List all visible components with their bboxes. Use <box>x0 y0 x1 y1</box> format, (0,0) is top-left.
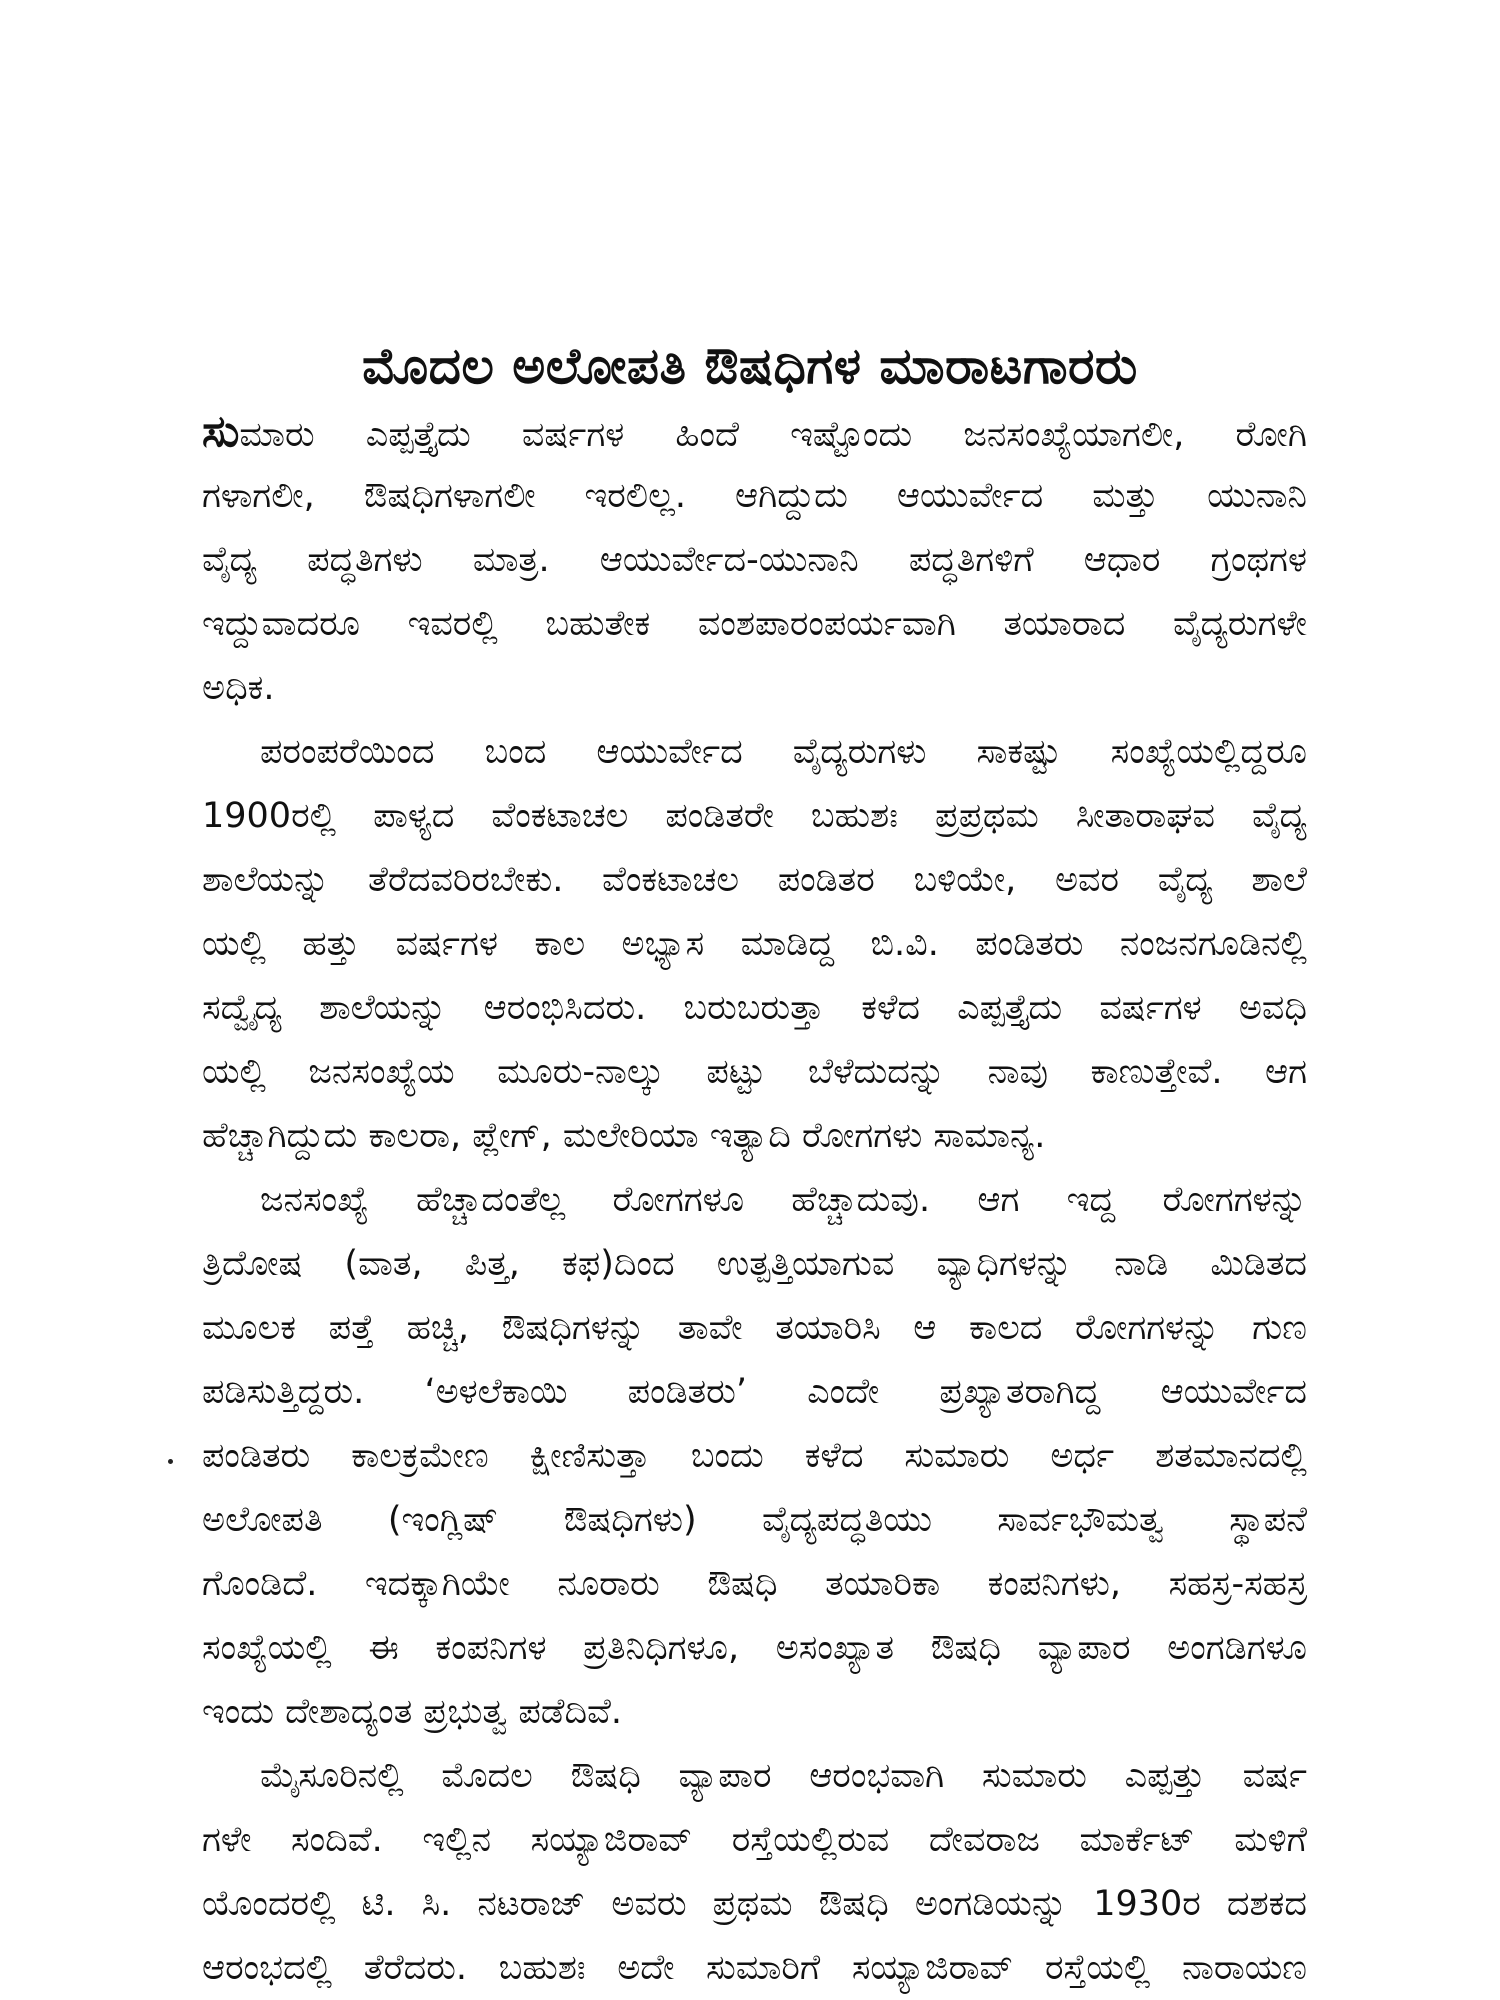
page-title: ಮೊದಲ ಅಲೋಪತಿ ಔಷಧಿಗಳ ಮಾರಾಟಗಾರರು <box>362 336 1138 395</box>
paragraph-2-line-6: ಯಲ್ಲಿ ಜನಸಂಖ್ಯೆಯ ಮೂರು-ನಾಲ್ಕು ಪಟ್ಟು ಬೆಳೆದುದನ್ನು ನಾವು ಕಾಣುತ್ತೇವೆ. ಆಗ <box>202 1052 1307 1092</box>
paragraph-2-line-5: ಸದ್ವೈದ್ಯ ಶಾಲೆಯನ್ನು ಆರಂಭಿಸಿದರು. ಬರುಬರುತ್ತಾ ಕಳೆದ ಎಪ್ಪತ್ತೈದು ವರ್ಷಗಳ ಅವಧಿ <box>202 988 1307 1028</box>
paragraph-1-line-2: ಗಳಾಗಲೀ, ಔಷಧಿಗಳಾಗಲೀ ಇರಲಿಲ್ಲ. ಆಗಿದ್ದುದು ಆಯುರ್ವೇದ ಮತ್ತು ಯುನಾನಿ <box>202 476 1307 516</box>
paragraph-3-line-6: ಅಲೋಪತಿ (ಇಂಗ್ಲಿಷ್ ಔಷಧಿಗಳು) ವೈದ್ಯಪದ್ಧತಿಯು ಸಾರ್ವಭೌಮತ್ವ ಸ್ಥಾಪನೆ <box>202 1500 1307 1540</box>
scan-speck <box>168 1459 173 1464</box>
paragraph-1-line-1 <box>202 400 1307 464</box>
paragraph-4-line-1: ಮೈಸೂರಿನಲ್ಲಿ ಮೊದಲ ಔಷಧಿ ವ್ಯಾಪಾರ ಆರಂಭವಾಗಿ ಸುಮಾರು ಎಪ್ಪತ್ತು ವರ್ಷ <box>260 1756 1307 1796</box>
paragraph-3-line-7: ಗೊಂಡಿದೆ. ಇದಕ್ಕಾಗಿಯೇ ನೂರಾರು ಔಷಧಿ ತಯಾರಿಕಾ ಕಂಪನಿಗಳು, ಸಹಸ್ರ-ಸಹಸ್ರ <box>202 1564 1307 1604</box>
paragraph-3-line-1: ಜನಸಂಖ್ಯೆ ಹೆಚ್ಚಾದಂತೆಲ್ಲ ರೋಗಗಳೂ ಹೆಚ್ಚಾದುವು. ಆಗ ಇದ್ದ ರೋಗಗಳನ್ನು <box>260 1180 1307 1220</box>
paragraph-2-line-4: ಯಲ್ಲಿ ಹತ್ತು ವರ್ಷಗಳ ಕಾಲ ಅಭ್ಯಾಸ ಮಾಡಿದ್ದ ಬಿ.ವಿ. ಪಂಡಿತರು ನಂಜನಗೂಡಿನಲ್ಲಿ <box>202 924 1307 964</box>
paragraph-1-line-5: ಅಧಿಕ. <box>202 668 275 708</box>
paragraph-3-line-5: ಪಂಡಿತರು ಕಾಲಕ್ರಮೇಣ ಕ್ಷೀಣಿಸುತ್ತಾ ಬಂದು ಕಳೆದ ಸುಮಾರು ಅರ್ಧ ಶತಮಾನದಲ್ಲಿ <box>202 1436 1307 1476</box>
paragraph-3-line-9: ಇಂದು ದೇಶಾದ್ಯಂತ ಪ್ರಭುತ್ವ ಪಡೆದಿವೆ. <box>202 1692 623 1732</box>
paragraph-3-line-8: ಸಂಖ್ಯೆಯಲ್ಲಿ ಈ ಕಂಪನಿಗಳ ಪ್ರತಿನಿಧಿಗಳೂ, ಅಸಂಖ್ಯಾತ ಔಷಧಿ ವ್ಯಾಪಾರ ಅಂಗಡಿಗಳೂ <box>202 1628 1307 1668</box>
paragraph-4-line-3: ಯೊಂದರಲ್ಲಿ ಟಿ. ಸಿ. ನಟರಾಜ್ ಅವರು ಪ್ರಥಮ ಔಷಧಿ ಅಂಗಡಿಯನ್ನು 1930ರ ದಶಕದ <box>202 1884 1307 1924</box>
paragraph-2-line-1: ಪರಂಪರೆಯಿಂದ ಬಂದ ಆಯುರ್ವೇದ ವೈದ್ಯರುಗಳು ಸಾಕಷ್ಟು ಸಂಖ್ಯೆಯಲ್ಲಿದ್ದರೂ <box>260 732 1307 772</box>
paragraph-4-line-2: ಗಳೇ ಸಂದಿವೆ. ಇಲ್ಲಿನ ಸಯ್ಯಾಜಿರಾವ್ ರಸ್ತೆಯಲ್ಲಿರುವ ದೇವರಾಜ ಮಾರ್ಕೆಟ್ ಮಳಿಗೆ <box>202 1820 1307 1860</box>
paragraph-3-line-3: ಮೂಲಕ ಪತ್ತೆ ಹಚ್ಚಿ, ಔಷಧಿಗಳನ್ನು ತಾವೇ ತಯಾರಿಸಿ ಆ ಕಾಲದ ರೋಗಗಳನ್ನು ಗುಣ <box>202 1308 1307 1348</box>
drop-cap: ಸು <box>202 406 240 457</box>
paragraph-2-line-3: ಶಾಲೆಯನ್ನು ತೆರೆದವರಿರಬೇಕು. ವೆಂಕಟಾಚಲ ಪಂಡಿತರ ಬಳಿಯೇ, ಅವರ ವೈದ್ಯ ಶಾಲೆ <box>202 860 1307 900</box>
paragraph-3-line-2: ತ್ರಿದೋಷ (ವಾತ, ಪಿತ್ತ, ಕಫ)ದಿಂದ ಉತ್ಪತ್ತಿಯಾಗುವ ವ್ಯಾಧಿಗಳನ್ನು ನಾಡಿ ಮಿಡಿತದ <box>202 1244 1307 1284</box>
body-text <box>202 400 1307 2000</box>
paragraph-4-line-4: ಆರಂಭದಲ್ಲಿ ತೆರೆದರು. ಬಹುಶಃ ಅದೇ ಸುಮಾರಿಗೆ ಸಯ್ಯಾಜಿರಾವ್ ರಸ್ತೆಯಲ್ಲಿ ನಾರಾಯಣ <box>202 1948 1307 1988</box>
paragraph-1-line-3: ವೈದ್ಯ ಪದ್ಧತಿಗಳು ಮಾತ್ರ. ಆಯುರ್ವೇದ-ಯುನಾನಿ ಪದ್ಧತಿಗಳಿಗೆ ಆಧಾರ ಗ್ರಂಥಗಳ <box>202 540 1307 580</box>
paragraph-3-line-4: ಪಡಿಸುತ್ತಿದ್ದರು. ‘ಅಳಲೆಕಾಯಿ ಪಂಡಿತರು’ ಎಂದೇ ಪ್ರಖ್ಯಾತರಾಗಿದ್ದ ಆಯುರ್ವೇದ <box>202 1372 1307 1412</box>
paragraph-2-line-7: ಹೆಚ್ಚಾಗಿದ್ದುದು ಕಾಲರಾ, ಪ್ಲೇಗ್, ಮಲೇರಿಯಾ ಇತ್ಯಾದಿ ರೋಗಗಳು ಸಾಮಾನ್ಯ. <box>202 1116 1046 1156</box>
paragraph-2-line-2: 1900ರಲ್ಲಿ ಪಾಳ್ಯದ ವೆಂಕಟಾಚಲ ಪಂಡಿತರೇ ಬಹುಶಃ ಪ್ರಪ್ರಥಮ ಸೀತಾರಾಘವ ವೈದ್ಯ <box>202 796 1307 836</box>
paragraph-1-line-4: ಇದ್ದುವಾದರೂ ಇವರಲ್ಲಿ ಬಹುತೇಕ ವಂಶಪಾರಂಪರ್ಯವಾಗಿ ತಯಾರಾದ ವೈದ್ಯರುಗಳೇ <box>202 604 1307 644</box>
paragraph-1-line-1-text: ಮಾರು ಎಪ್ಪತ್ತೈದು ವರ್ಷಗಳ ಹಿಂದೆ ಇಷ್ಟೊಂದು ಜನಸಂಖ್ಯೆಯಾಗಲೀ, ರೋಗಿ <box>239 415 1307 455</box>
